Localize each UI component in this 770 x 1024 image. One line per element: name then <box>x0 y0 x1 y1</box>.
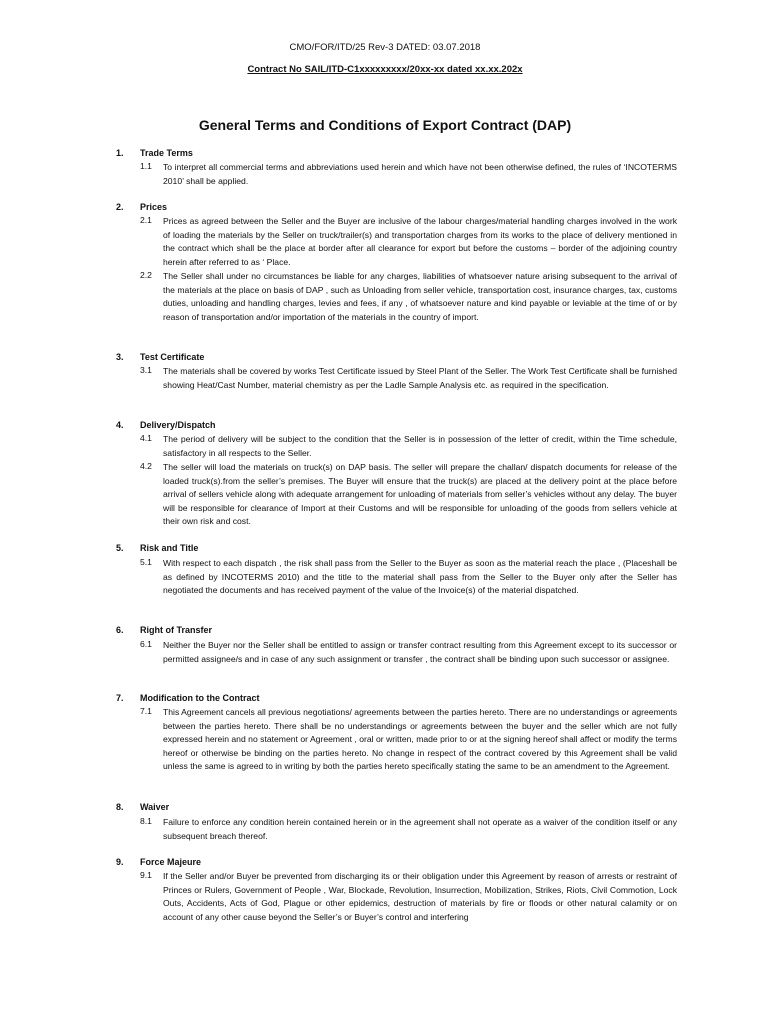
clause-number: 8.1 <box>140 816 152 826</box>
clause-number: 4.2 <box>140 461 152 471</box>
section-heading: Test Certificate <box>140 352 205 362</box>
section-heading: Force Majeure <box>140 857 202 867</box>
document-reference: CMO/FOR/ITD/25 Rev-3 DATED: 03.07.2018 <box>289 42 481 53</box>
clause-number: 7.1 <box>140 706 152 716</box>
clause-text: Neither the Buyer nor the Seller shall be entitled to assign or transfer contract resulting from this Agreement except to its successor or permitted assignee/s and in case of any such assignment or transfer , the contract shall be binding upon such successor or assignee. <box>163 640 677 664</box>
clause-number: 6.1 <box>140 639 152 649</box>
clause-number: 1.1 <box>140 161 152 171</box>
section-heading: Waiver <box>140 802 170 812</box>
section-heading: Prices <box>140 202 168 212</box>
clause-text: The seller will load the materials on truck(s) on DAP basis. The seller will prepare the challan/ dispatch documents for release of the loaded truck(s).from the seller’s premises. The Buyer will ensure that the truck(s) are placed at the delivery point at the place before arrival of sellers vehicle along with adequate arrangement for unloading of materials from seller’s vehicles without any delay. The buyer will be responsible for clearance of Import at their Customs and will be responsible for unloading of the goods from sellers vehicle at their own risk and cost. <box>163 462 677 526</box>
clause-number: 3.1 <box>140 365 152 375</box>
clause-text: This Agreement cancels all previous negotiations/ agreements between the parties hereto. There are no understandings or agreements between the parties hereto. There shall be no understandings or agreements between the buyer and the seller which are not fully expressed herein and no statement or Agreement , oral or written, made prior to or at the signing hereof shall affect or modify the terms hereof or otherwise be binding on the parties hereto. No change in respect of the contract covered by this Agreement shall be valid unless the same is agreed to in writing by both the parties hereto specifically stating the same to be an amendment to the Agreement. <box>163 707 677 771</box>
section-heading: Risk and Title <box>140 543 199 553</box>
clause-number: 2.2 <box>140 270 152 280</box>
section-number: 7. <box>116 693 124 703</box>
section-number: 6. <box>116 625 124 635</box>
clause-text: The Seller shall under no circumstances be liable for any charges, liabilities of whatsoever nature arising subsequent to the arrival of the materials at the place on basis of DAP , such as Unloading from seller vehicle, transportation cost, insurance charges, tax, customs duties, unloading and handling charges, levies and fees, if any , of whatsoever nature and kind payable or leviable at the time of or by reason of transportation and/or importation of the materials in the country of import. <box>163 271 677 322</box>
section-heading: Delivery/Dispatch <box>140 420 216 430</box>
section-number: 3. <box>116 352 124 362</box>
clause-number: 4.1 <box>140 433 152 443</box>
section-heading: Modification to the Contract <box>140 693 260 703</box>
clause-number: 9.1 <box>140 870 152 880</box>
section-number: 2. <box>116 202 124 212</box>
clause-number: 2.1 <box>140 215 152 225</box>
page-title: General Terms and Conditions of Export Contract (DAP) <box>198 117 572 133</box>
section-heading: Trade Terms <box>140 148 193 158</box>
contract-number: Contract No SAIL/ITD-C1xxxxxxxxx/20xx-xx dated xx.xx.202x <box>247 64 523 75</box>
section-number: 1. <box>116 148 124 158</box>
clause-text: The materials shall be covered by works Test Certificate issued by Steel Plant of the Seller. The Work Test Certificate shall be furnished showing Heat/Cast Number, material chemistry as per the Ladle Sample Analysis etc. as required in the specification. <box>163 366 677 390</box>
section-number: 4. <box>116 420 124 430</box>
clause-text: If the Seller and/or Buyer be prevented from discharging its or their obligation under this Agreement by reason of arrests or restraint of Princes or Rulers, Government of People , War, Blockade, Revolution, Insurrection, Mobilization, Strikes, Riots, Civil Commotion, Lock Outs, Accidents, Acts of God, Plague or other epidemics, destruction of materials by fire or floods or other natural calamity or on account of any other cause beyond the Seller’s or Buyer’s control and interfering <box>163 871 677 922</box>
section-number: 9. <box>116 857 124 867</box>
clause-text: With respect to each dispatch , the risk shall pass from the Seller to the Buyer as soon as the material reach the place , (Placeshall be as defined by INCOTERMS 2010) and the title to the material shall pass from the Seller to the Buyer only after the Seller has negotiated the documents and has received payment of the value of the Invoice(s) of the material dispatched. <box>163 558 677 595</box>
section-number: 5. <box>116 543 124 553</box>
section-heading: Right of Transfer <box>140 625 213 635</box>
clause-number: 5.1 <box>140 557 152 567</box>
clause-text: The period of delivery will be subject to the condition that the Seller is in possession of the letter of credit, within the Time schedule, satisfactory in all respects to the Seller. <box>163 434 677 458</box>
section-number: 8. <box>116 802 124 812</box>
clause-text: Prices as agreed between the Seller and the Buyer are inclusive of the labour charges/material handling charges involved in the work of loading the materials by the Seller on truck/trailer(s) and transportation charges from its works to the place of delivery mentioned in the contract which shall be the place at border after all clearance for export but before the customs – border of the adjoining country herein after referred to as ‘ Place. <box>163 216 677 267</box>
clause-text: Failure to enforce any condition herein contained herein or in the agreement shall not operate as a waiver of the condition itself or any subsequent breach thereof. <box>163 817 677 841</box>
clause-text: To interpret all commercial terms and abbreviations used herein and which have not been otherwise defined, the rules of ‘INCOTERMS 2010’ shall be applied. <box>163 162 677 186</box>
